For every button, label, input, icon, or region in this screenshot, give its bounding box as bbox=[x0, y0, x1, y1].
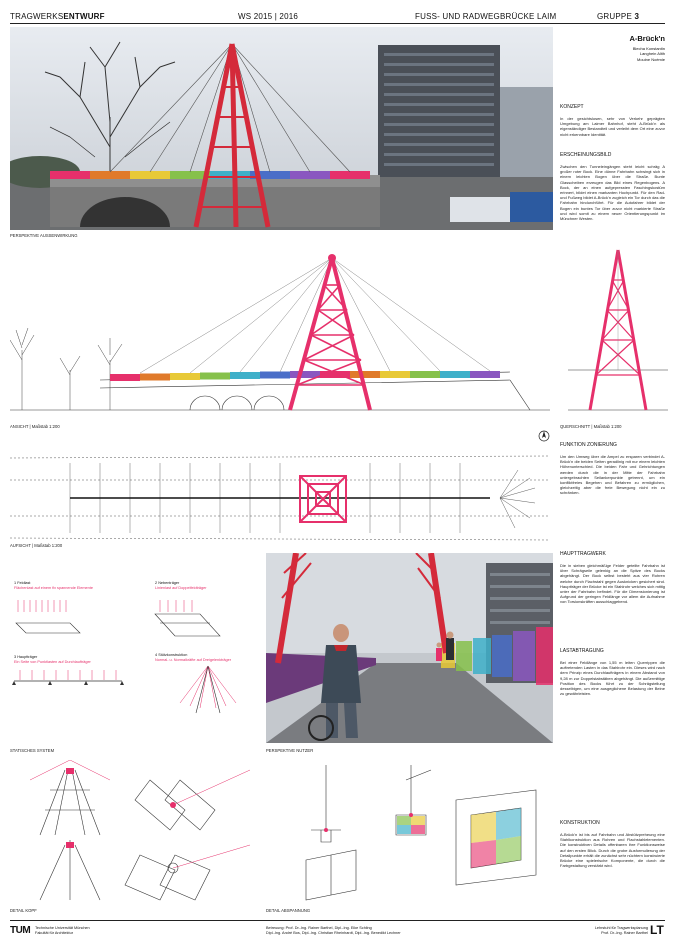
user-perspective-photo bbox=[266, 553, 553, 743]
advisors-block: Betreuung: Prof. Dr.-Ing. Rainer Barthel, Dipl.-Ing. Eike Schling Dipl.-Ing. André Bos, Dipl.-Ing. Christian Rheinhardt, Dipl.-Ing. Benedikt Lechner bbox=[266, 926, 401, 935]
static-item-2: 2 Nebenträger Linienlast auf Doppelfeldträger bbox=[155, 581, 207, 590]
detail-head-caption: DETAIL KOPF bbox=[10, 908, 37, 913]
group-label: GRUPPE 3 bbox=[597, 12, 640, 21]
load-transfer-section bbox=[560, 648, 665, 696]
author-name: Mouine Noémie bbox=[636, 56, 665, 62]
static-system-panel bbox=[10, 578, 265, 743]
detail-suspension-caption: DETAIL ABSPANNUNG bbox=[266, 908, 311, 913]
detail-head-drawing bbox=[10, 760, 260, 905]
static-item-4: 4 Stützkonstruktion Normal- u. Normalkräfte auf Dreigelenkträger bbox=[155, 653, 231, 662]
north-arrow-icon bbox=[538, 430, 550, 442]
elevation-caption: ANSICHT | Maßstab 1:200 bbox=[10, 424, 60, 429]
static-item-3: 3 Hauptträger Ein Seite von Punktlasten auf Durchlaufträger bbox=[14, 655, 91, 664]
footer-rule bbox=[10, 920, 665, 921]
author-name: Langhein Alith bbox=[639, 51, 665, 57]
section-text: A-Brück'n ist bis auf Fahrbahn und Abstützpreheung eine Stahlkonstruktion aus Rohren und Flachstahlelementen. Die konstruktiven Details offenbaren ihre Funktionsweise auf den ersten Blick. Durch die grobe Ausformulierung der Detailpunkte erhält die zunächst sehr nüchtern konstruierte Brücke eine spielerische Komponente, die durch die Farbgestaltung verstärkt wird. bbox=[560, 832, 665, 869]
section-text: Bei einer Feldlänge von 1,55 m leiten Querrippen die auftretenden Lasten in das Stahlrohr ein. Dieses wird nach dem Prinzip eines Durchlaufträgers in einem Abstand von 9,28 m zur Doppelstabstäben abgehängt. Die außermittige Position des Bocks führt zu der Schrägstellung desselbigen, um eine ausgeglichene Belastung der Beine zu gewährleisten. bbox=[560, 660, 665, 697]
project-title: FUSS- UND RADWEGBRÜCKE LAIM bbox=[415, 12, 557, 21]
section-text: Um den Umweg über die Ampel zu ersparen verbindet A-Brück'n die beiden Seiten geradlinig mit nur einem leichten Höhenunterschied. Die beiden Fahr und Gehrichtungen werden durch die in der Mitte der Fahrbahn untergebrachten Seilankerpunkte getrennt, um ein konfliktfreies Begehen und Befahren zu ermöglichen, gleichzeitig aber die freie Bewegung nicht ein zu schränken. bbox=[560, 454, 665, 496]
tum-logo: TUM bbox=[10, 925, 31, 936]
main-structure-section bbox=[560, 551, 665, 605]
section-text: Die in sieben gleichmäßige Felder geteilte Fahrbahn ist über Schrägseile gelenkig an die Spitze des Bocks abgehängt. Der Bock selbst besteht aus vier Rohren welche durch Flachstahl gegen Ausknicken gesichert sind. Hauptträger der Brücke ist ein Stahlrohr welches sich mittig unter der Fahrbahn befindet. Für die Dimensionierung ist Aufgrund der geringen Feldlänge vor allem die Aufnahme von Torsionskräften ausschlaggebend. bbox=[560, 563, 665, 605]
section-title: ERSCHEINUNGSBILD bbox=[560, 152, 612, 158]
exterior-perspective-caption: PERSPEKTIVE AUSSENWIRKUNG bbox=[10, 233, 78, 238]
course-title: TRAGWERKSENTWURF bbox=[10, 12, 105, 21]
section-title: LASTABTRAGUNG bbox=[560, 648, 604, 654]
section-text: In der gesichtslosen, sehr von Verkehr geprägten Umgebung am Laimer Bahnhof, steht A-Brück'n als eigenständiger Bestandteil und verleiht dem Ort eine zuvor nicht erkennbare Identität. bbox=[560, 116, 665, 137]
plan-drawing bbox=[10, 448, 550, 548]
static-item-1: 1 Feldlast Flächenlast auf einem fix spannende Elemente bbox=[14, 581, 93, 590]
project-block bbox=[560, 34, 665, 62]
detail-suspension-drawing bbox=[266, 760, 556, 905]
user-perspective-caption: PERSPEKTIVE NUTZER bbox=[266, 748, 314, 753]
lt-logo: LT bbox=[650, 923, 664, 937]
cross-section-drawing bbox=[568, 240, 668, 420]
construction-section bbox=[560, 820, 665, 868]
elevation-drawing bbox=[10, 240, 550, 420]
section-title: HAUPTTRAGWERK bbox=[560, 551, 606, 557]
chair-block: Lehrstuhl für Tragwerksplanung Prof. Dr.-Ing. Rainer Barthel bbox=[594, 926, 648, 935]
section-text: Zwischen den Tunneleingängen steht leicht schräg A großer roter Bock. Eine dünne Fahrbahn schwingt sich in einem leichten Bogen über die Straße. Bunte Glasscheiben erzeugen das Bild eines Regenbogens. A Bock, der an einen aufgepressten Faschingskostüm erinnert, bildet einen markanten Hochpunkt. Für den Rad- und Fußweg bildet A-Brück'n zugleich ein Tor durch das die Fahrbahn hindurchführt. Für die Autofahrer bildet der Bogen ein buntes Tor über zuvor nicht markierte Straße und wird somit zu einem neuer Orientierungspunkt im Münchner Westen. bbox=[560, 164, 665, 222]
university-block: Technische Universität München Fakultät für Architektur bbox=[35, 926, 90, 935]
header-rule bbox=[10, 23, 665, 24]
section-title: KONSTRUKTION bbox=[560, 820, 600, 826]
function-section bbox=[560, 442, 665, 496]
cross-section-caption: QUERSCHNITT | Maßstab 1:200 bbox=[560, 424, 622, 429]
appearance-section bbox=[560, 152, 665, 221]
semester: WS 2015 | 2016 bbox=[238, 12, 299, 21]
exterior-perspective-photo bbox=[10, 27, 553, 230]
section-title: KONZEPT bbox=[560, 104, 584, 110]
section-title: FUNKTION ZONIERUNG bbox=[560, 442, 617, 448]
project-name: A-Brück'n bbox=[629, 34, 665, 43]
author-name: Blecha Konstantin bbox=[632, 46, 665, 51]
concept-section bbox=[560, 104, 665, 137]
plan-caption: AUFSICHT | Maßstab 1:200 bbox=[10, 543, 63, 548]
static-system-caption: STATISCHES SYSTEM bbox=[10, 748, 55, 753]
